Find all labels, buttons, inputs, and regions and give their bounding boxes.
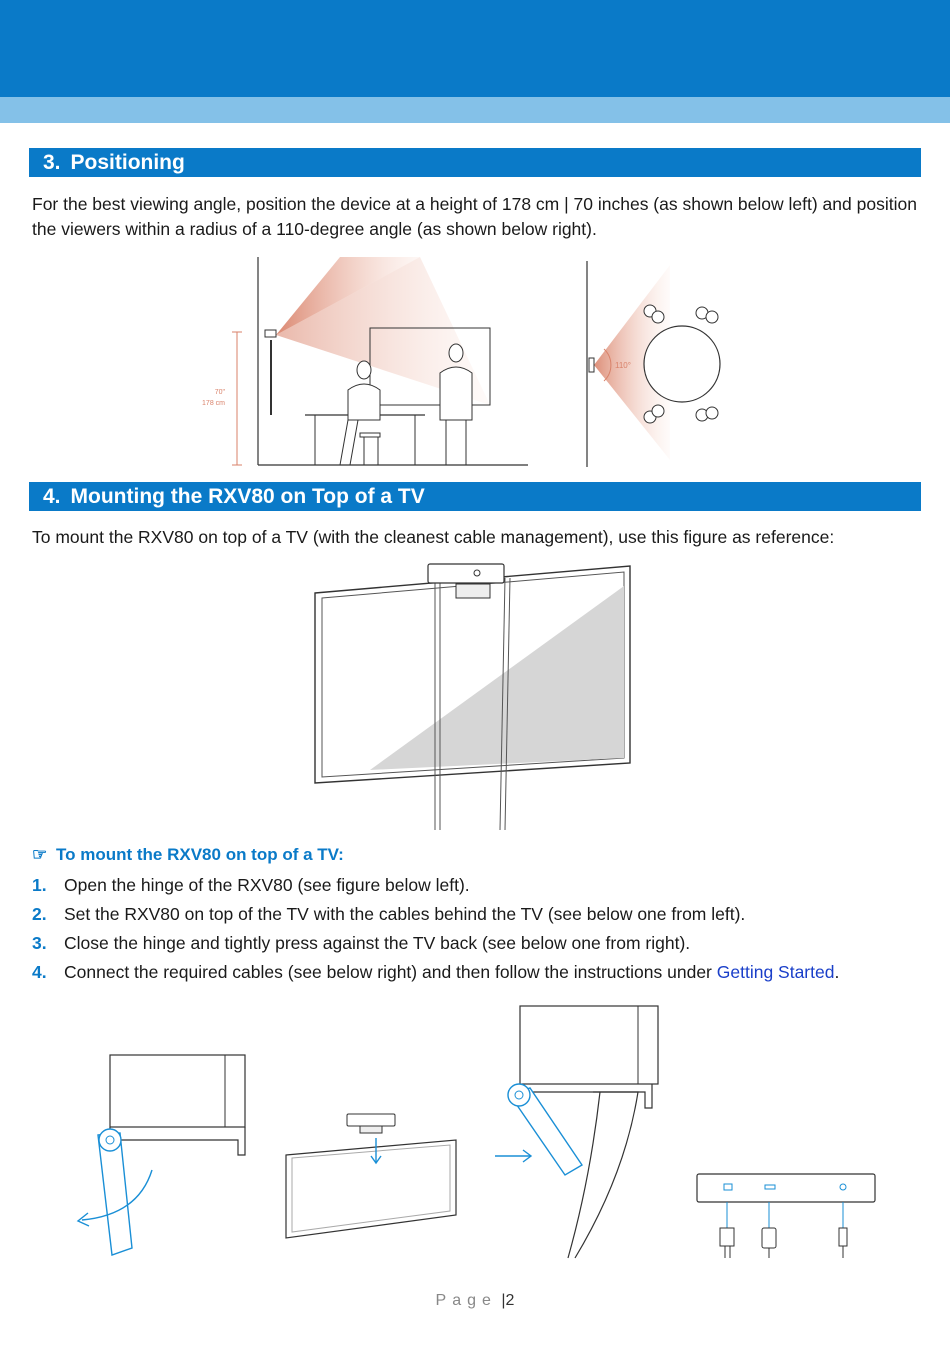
mounting-intro: To mount the RXV80 on top of a TV (with the cleanest cable management), use this figure as reference: [32, 527, 835, 547]
tip-title: To mount the RXV80 on top of a TV: [56, 845, 344, 864]
section-number: 3. [43, 151, 61, 174]
page-separator: | [501, 1292, 506, 1309]
section-title: Mounting the RXV80 on Top of a TV [70, 485, 425, 508]
positioning-paragraph: For the best viewing angle, position the device at a height of 178 cm | 70 inches (as shown below left) and position the viewers within a radius of a 110-degree angle (as shown below right). [32, 194, 917, 239]
step4-illustration [697, 1174, 875, 1258]
step-item [32, 873, 922, 902]
step-number: 1. [32, 875, 47, 895]
seated-person [340, 361, 380, 465]
step-number: 4. [32, 962, 47, 982]
step1-illustration [78, 1055, 245, 1255]
step-number: 2. [32, 904, 47, 924]
camera-on-wall [265, 330, 276, 337]
getting-started-link[interactable]: Getting Started [716, 962, 835, 982]
step3-illustration [508, 1006, 658, 1258]
hinge-bracket [456, 584, 490, 598]
section-heading-positioning [29, 148, 921, 177]
section-number: 4. [43, 485, 61, 508]
positioning-figure [190, 255, 750, 470]
step-text: Open the hinge of the RXV80 (see figure below left). [64, 875, 470, 895]
height-label-in: 70" [214, 389, 225, 396]
page-word: Page [435, 1292, 497, 1309]
tv-mount-figure [300, 558, 650, 833]
step-item [32, 960, 922, 989]
step-text-end: . [834, 962, 840, 982]
page-number: 2 [505, 1292, 515, 1309]
step-text: Set the RXV80 on top of the TV with the cables behind the TV (see below one from left). [64, 904, 746, 924]
tip-heading [32, 844, 344, 866]
section-heading-mounting [29, 482, 921, 511]
step2-illustration [286, 1114, 456, 1238]
pointing-hand-icon: ☞ [32, 845, 48, 864]
height-label-cm: 178 cm [202, 400, 225, 407]
step-text: Close the hinge and tightly press against the TV back (see below one from right). [64, 933, 691, 953]
header-subband [0, 97, 950, 123]
round-table [644, 326, 720, 402]
camera-top-view [589, 358, 594, 372]
angle-label: 110° [615, 361, 631, 370]
step-text: Connect the required cables (see below right) and then follow the instructions under [64, 962, 717, 982]
rxv80-device [428, 564, 504, 583]
step-item [32, 902, 922, 931]
step-item [32, 931, 922, 960]
section-title: Positioning [70, 151, 185, 174]
steps-list [32, 873, 922, 989]
header-band [0, 0, 950, 97]
step-number: 3. [32, 933, 47, 953]
page-footer [0, 1292, 950, 1310]
steps-figure [60, 1000, 890, 1270]
